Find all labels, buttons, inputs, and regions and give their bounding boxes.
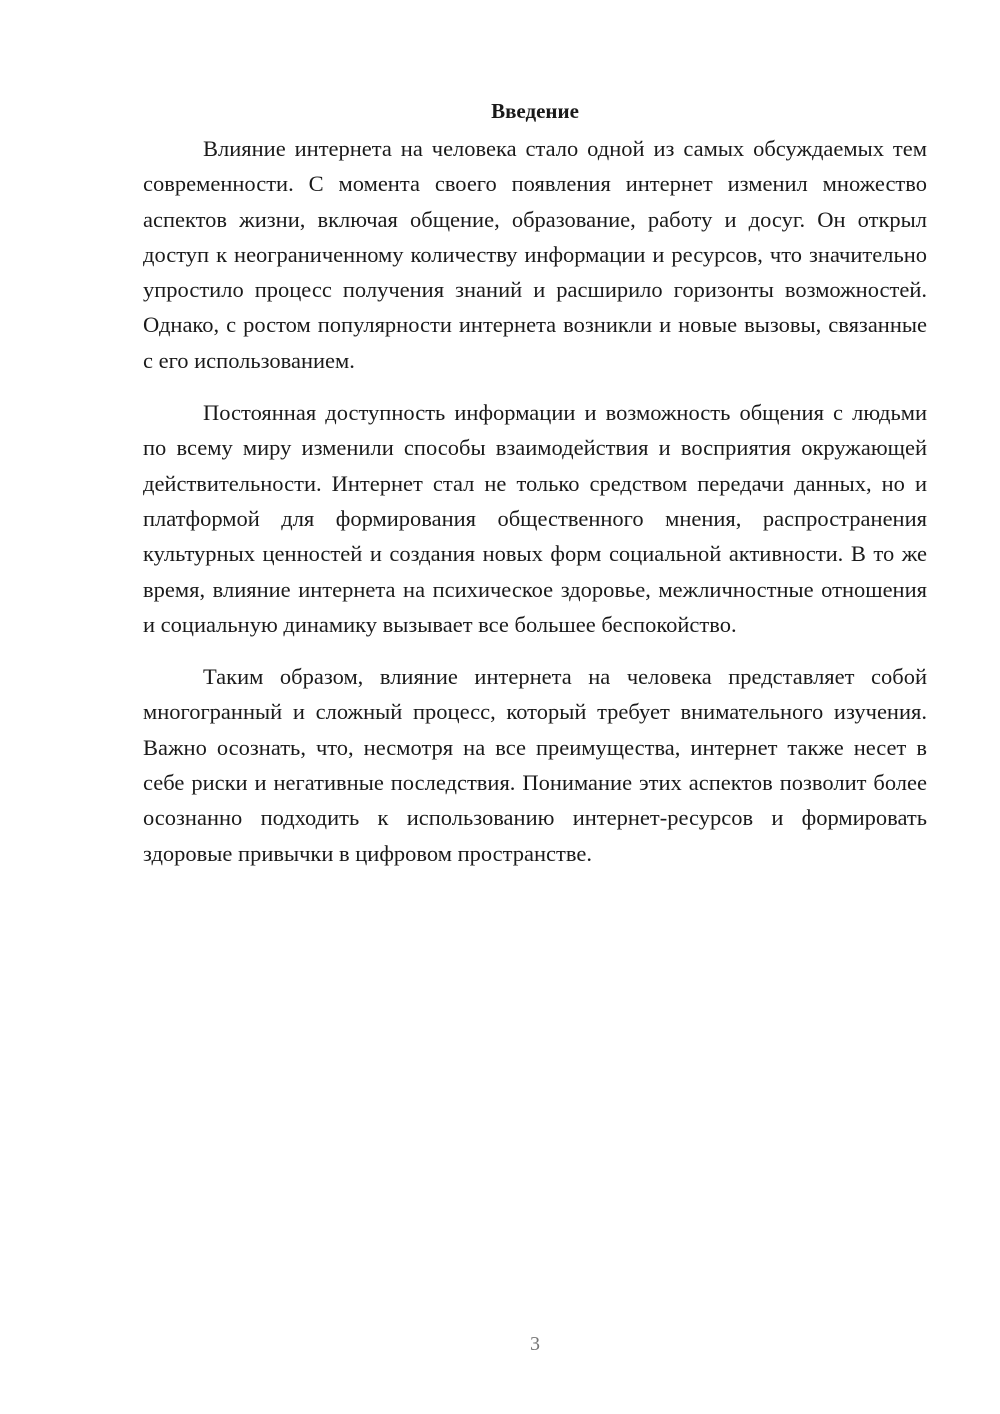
page-number: 3 — [530, 1333, 540, 1355]
paragraph-2: Постоянная доступность информации и возможность общения с людьми по всему миру изменили способы взаимодействия и восприятия окружающей действительности. Интернет стал не только средством передачи данных, но и платформой для формирования общественного мнения, распространения культурных ценностей и создания новых форм социальной активности. В то же время, влияние интернета на психическое здоровье, межличностные отношения и социальную динамику вызывает все большее беспокойство. — [143, 400, 927, 637]
section-heading: Введение — [491, 99, 579, 123]
paragraph-1: Влияние интернета на человека стало одной из самых обсуждаемых тем современности. С момента своего появления интернет изменил множество аспектов жизни, включая общение, образование, работу и досуг. Он открыл доступ к неограниченному количеству информации и ресурсов, что значительно упростило процесс получения знаний и расширило горизонты возможностей. Однако, с ростом популярности интернета возникли и новые вызовы, связанные с его использованием. — [143, 136, 927, 373]
paragraph-3: Таким образом, влияние интернета на человека представляет собой многогранный и сложный процесс, который требует внимательного изучения. Важно осознать, что, несмотря на все преимущества, интернет также несет в себе риски и негативные последствия. Понимание этих аспектов позволит более осознанно подходить к использованию интернет-ресурсов и формировать здоровые привычки в цифровом пространстве. — [143, 664, 927, 866]
page-content — [143, 95, 927, 871]
